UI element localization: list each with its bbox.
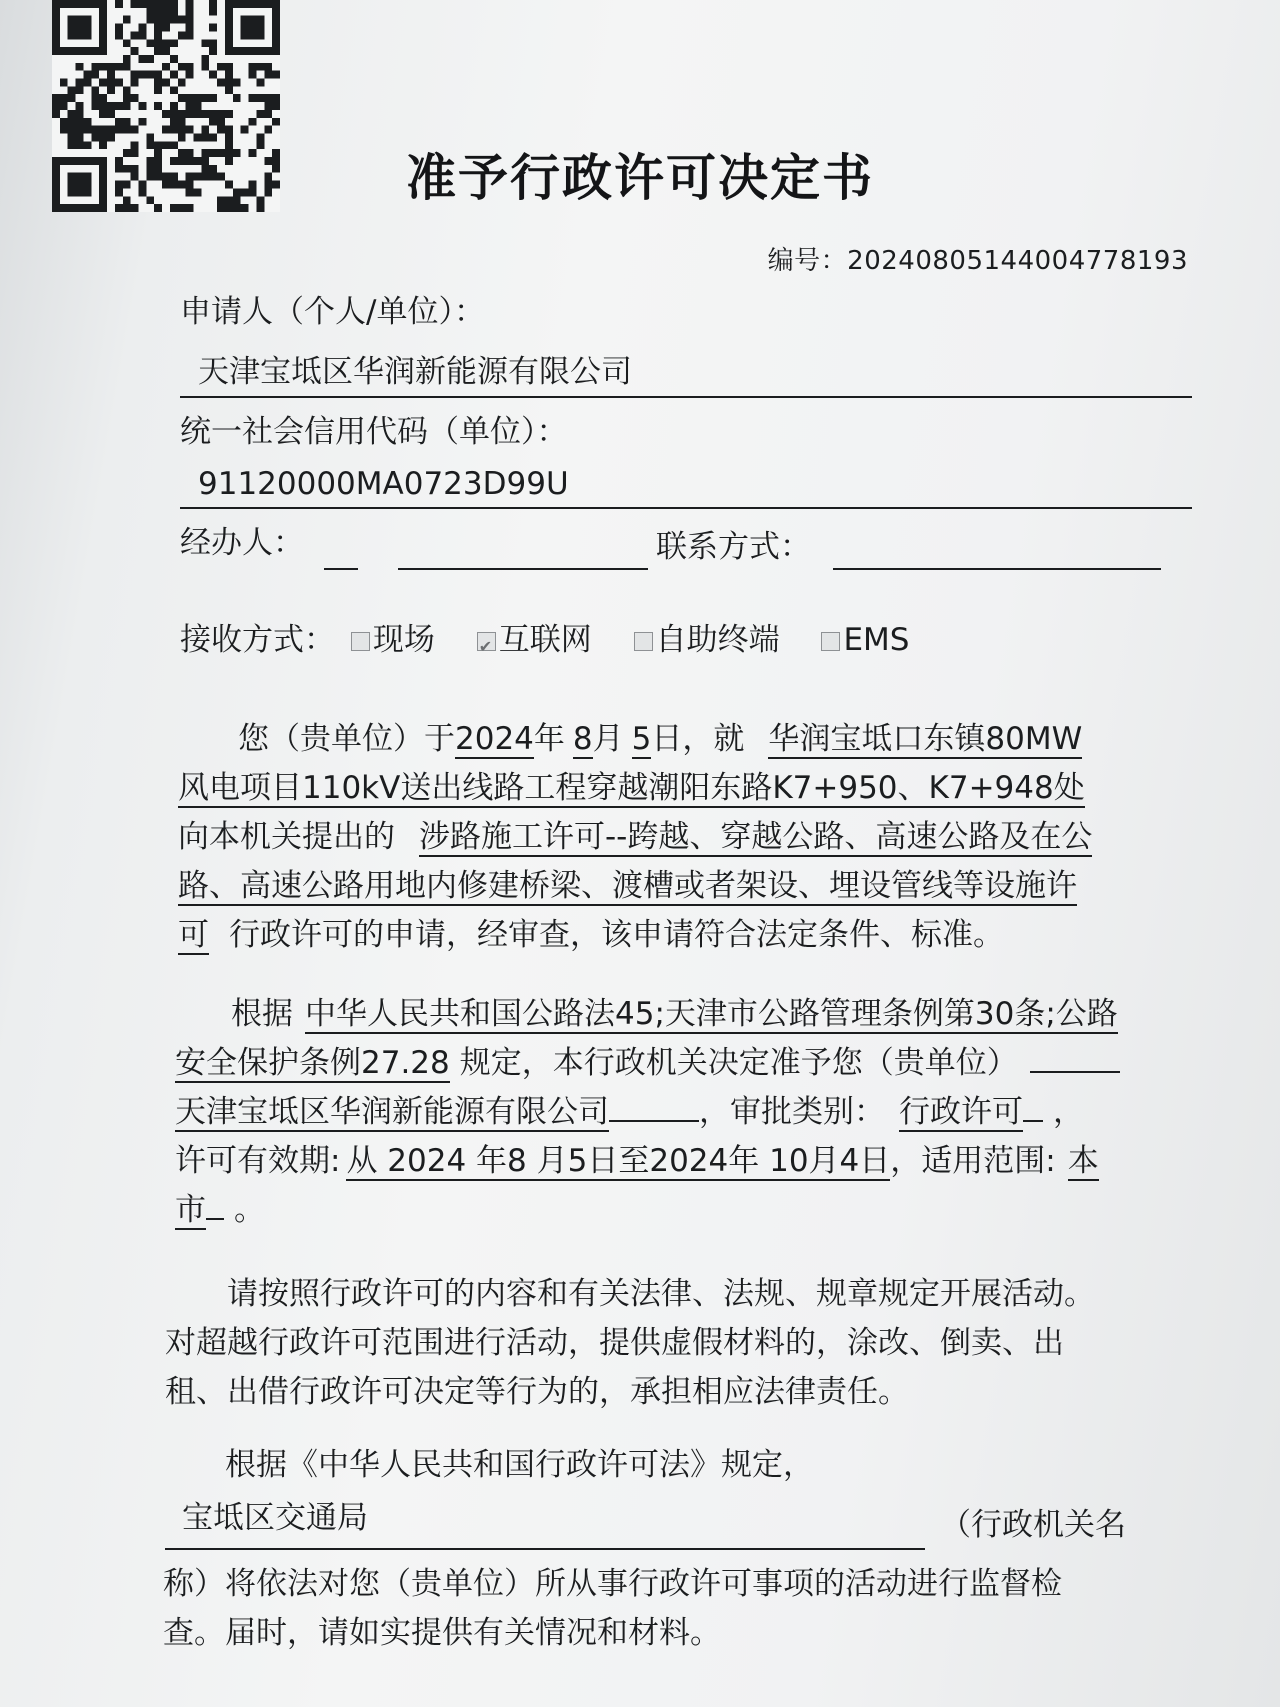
- contact-underline: [833, 568, 1161, 570]
- paragraph-responsibility: [165, 1270, 1095, 1417]
- p2-line-4: 许可有效期: 从 2024 年8 月5日至2024年 10月4日，适用范围: 本: [175, 1143, 1099, 1179]
- application-day: 5: [631, 721, 652, 757]
- paragraph-application: [178, 715, 1092, 960]
- document-title: 准予行政许可决定书: [406, 148, 874, 207]
- agent-underline-b: [398, 568, 648, 570]
- receive-method-row: [180, 620, 909, 660]
- agent-label: 经办人：: [180, 525, 304, 561]
- legal-basis-2: 安全保护条例27.28: [175, 1045, 450, 1081]
- p1-line-3: 向本机关提出的 涉路施工许可--跨越、穿越公路、高速公路及在公: [178, 819, 1093, 855]
- p4-line-3: 称）将依法对您（贵单位）所从事行政许可事项的活动进行监督检: [163, 1566, 1062, 1602]
- p3-line-1: 请按照行政许可的内容和有关法律、法规、规章规定开展活动。: [227, 1276, 1095, 1312]
- authority-note: （行政机关名: [940, 1507, 1126, 1543]
- receive-option-onsite[interactable]: 现场: [351, 622, 435, 658]
- p1-line-4: [178, 862, 1092, 911]
- paragraph-decision: [175, 990, 1120, 1235]
- p3-line-3: 租、出借行政许可决定等行为的，承担相应法律责任。: [165, 1374, 909, 1410]
- p2-line-2: 安全保护条例27.28 规定，本行政机关决定准予您（贵单位）: [175, 1039, 1120, 1088]
- permit-item-1: 涉路施工许可--跨越、穿越公路、高速公路及在公: [419, 819, 1093, 855]
- checkbox-icon[interactable]: [351, 632, 370, 651]
- scope-part-2: 市: [175, 1192, 206, 1228]
- grantee-name: 天津宝坻区华润新能源有限公司: [175, 1094, 609, 1130]
- applicant-label: 申请人（个人/单位）：: [180, 294, 485, 330]
- project-name-2: 风电项目110kV送出线路工程穿越潮阳东路K7+950、K7+948处: [178, 770, 1085, 806]
- p2-line-1: 根据 中华人民共和国公路法45;天津市公路管理条例第30条;公路: [231, 996, 1118, 1032]
- agent-underline-a: [324, 568, 358, 570]
- document-number-label: 编号：: [767, 246, 848, 276]
- legal-basis-1: 中华人民共和国公路法45;天津市公路管理条例第30条;公路: [305, 996, 1118, 1032]
- document-number: [768, 240, 1188, 277]
- application-month: 8: [572, 721, 593, 757]
- approval-category: 行政许可: [899, 1094, 1023, 1130]
- receive-option-kiosk[interactable]: 自助终端: [634, 622, 780, 658]
- receive-option-internet[interactable]: ✔ 互联网: [477, 622, 592, 658]
- checked-checkbox-icon[interactable]: [477, 632, 496, 651]
- receive-label: 接收方式：: [180, 622, 335, 658]
- checkbox-icon[interactable]: [634, 632, 653, 651]
- p1-line-2: [178, 764, 1092, 813]
- permit-item-3: 可: [178, 917, 209, 953]
- supervising-authority: 宝坻区交通局: [182, 1500, 368, 1536]
- credit-code-value: 91120000MA0723D99U: [198, 466, 569, 502]
- application-year: 2024: [455, 721, 534, 757]
- checkbox-icon[interactable]: [821, 632, 840, 651]
- contact-label: 联系方式：: [656, 529, 811, 565]
- applicant-name: 天津宝坻区华润新能源有限公司: [198, 354, 632, 390]
- p1-line-1: 您（贵单位）于2024年 8月 5日，就 华润宝坻口东镇80MW: [238, 721, 1083, 757]
- applicant-underline: [180, 396, 1192, 398]
- credit-code-label: 统一社会信用代码（单位）：: [180, 414, 568, 450]
- paragraph-supervision: [163, 1560, 1062, 1658]
- project-name-1: 华润宝坻口东镇80MW: [768, 721, 1083, 757]
- authority-underline: [165, 1548, 925, 1550]
- credit-code-underline: [180, 507, 1192, 509]
- p3-line-2: 对超越行政许可范围进行活动，提供虚假材料的，涂改、倒卖、出: [165, 1325, 1064, 1361]
- p4-line-1: 根据《中华人民共和国行政许可法》规定，: [225, 1447, 814, 1483]
- p2-line-5: 市 。: [175, 1192, 265, 1228]
- scope-part-1: 本: [1067, 1143, 1099, 1179]
- validity-period: 从 2024 年8 月5日至2024年 10月4日: [346, 1143, 891, 1179]
- p4-line-4: 查。届时，请如实提供有关情况和材料。: [163, 1615, 721, 1651]
- permit-item-2: 路、高速公路用地内修建桥梁、渡槽或者架设、埋设管线等设施许: [178, 868, 1077, 904]
- p2-line-3: 天津宝坻区华润新能源有限公司 ，审批类别： 行政许可 ，: [175, 1094, 1084, 1130]
- document-number-value: 20240805144004778193: [847, 246, 1188, 276]
- p1-line-5: 可 行政许可的申请，经审查，该申请符合法定条件、标准。: [178, 917, 1004, 953]
- receive-option-ems[interactable]: EMS: [821, 622, 909, 658]
